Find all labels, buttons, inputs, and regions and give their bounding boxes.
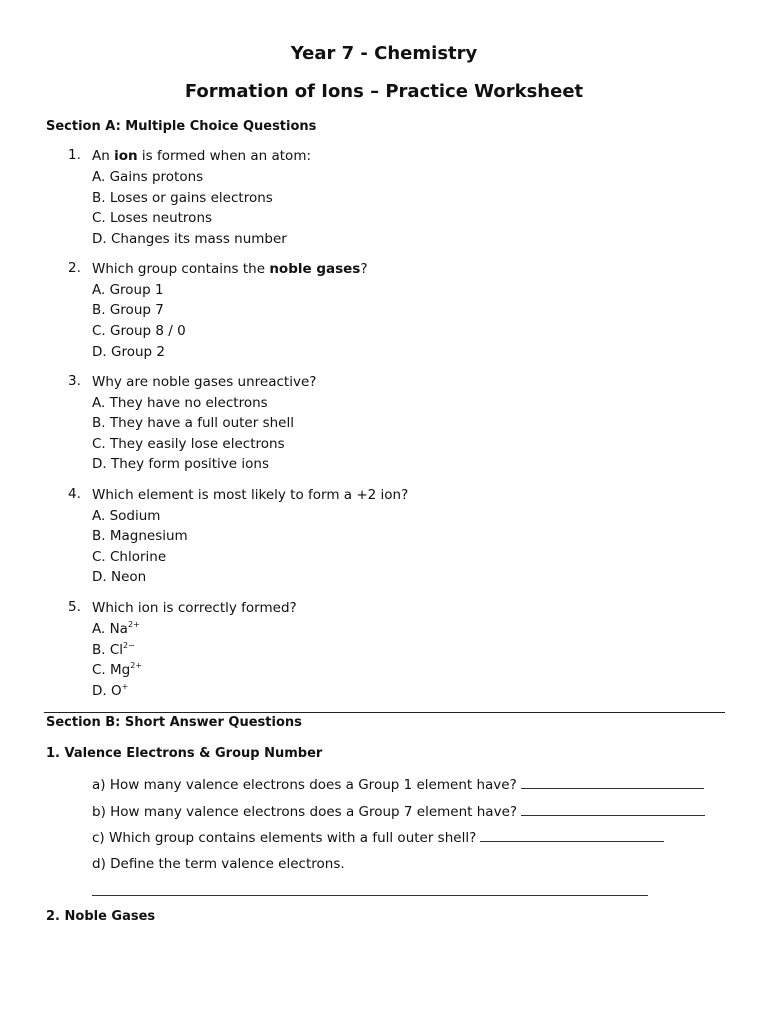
section-divider — [44, 712, 725, 713]
question-4-stem: Which element is most likely to form a +2 ion? — [92, 487, 409, 503]
question-1-option-b: B. Loses or gains electrons — [92, 190, 273, 206]
answer-blank-d[interactable] — [92, 883, 648, 896]
page-subtitle: Formation of Ions – Practice Worksheet — [184, 81, 584, 102]
question-5-number: 5. — [68, 599, 81, 615]
question-5-option-a — [92, 619, 140, 639]
short-answer-q1-c — [92, 829, 664, 846]
question-3-number: 3. — [68, 373, 81, 389]
question-1-stem-pre: An — [92, 148, 115, 164]
short-answer-q1-d: d) Define the term valence electrons. — [92, 856, 345, 872]
question-1-stem-post: is formed when an atom: — [137, 148, 312, 164]
question-2-stem-keyword: noble gases — [269, 261, 361, 277]
question-2-option-c: C. Group 8 / 0 — [92, 323, 186, 339]
option-d-charge: + — [121, 682, 129, 691]
question-3-option-a: A. They have no electrons — [92, 395, 268, 411]
question-4-option-b: B. Magnesium — [92, 528, 188, 544]
answer-blank-a[interactable] — [521, 776, 704, 789]
question-2-option-b: B. Group 7 — [92, 302, 164, 318]
question-4-option-c: C. Chlorine — [92, 549, 167, 565]
question-1-option-c: C. Loses neutrons — [92, 210, 213, 226]
option-a-symbol: A. Na — [92, 621, 128, 637]
option-c-symbol: C. Mg — [92, 662, 131, 678]
short-answer-q1-a-text: a) How many valence electrons does a Group 1 element have? — [92, 777, 517, 793]
question-5-option-c — [92, 660, 142, 680]
option-b-charge: 2− — [123, 641, 135, 650]
question-5-option-d — [92, 681, 128, 701]
option-d-symbol: D. O — [92, 683, 122, 699]
question-3-option-d: D. They form positive ions — [92, 456, 269, 472]
question-2-stem — [92, 259, 368, 279]
answer-blank-c[interactable] — [480, 829, 664, 842]
question-3-stem: Why are noble gases unreactive? — [92, 374, 317, 390]
question-2-stem-post: ? — [360, 261, 368, 277]
question-4-number: 4. — [68, 486, 81, 502]
question-1-stem — [92, 146, 311, 166]
question-4-option-d: D. Neon — [92, 569, 147, 585]
answer-blank-b[interactable] — [521, 803, 705, 816]
option-c-charge: 2+ — [130, 661, 143, 670]
short-answer-q1-b — [92, 803, 705, 820]
question-1-option-d: D. Changes its mass number — [92, 231, 287, 247]
short-answer-q1-a — [92, 776, 704, 793]
question-1-stem-keyword: ion — [114, 148, 138, 164]
question-3-option-c: C. They easily lose electrons — [92, 436, 285, 452]
short-answer-q1-heading: 1. Valence Electrons & Group Number — [46, 746, 323, 761]
question-1-number: 1. — [68, 147, 81, 163]
question-2-option-d: D. Group 2 — [92, 344, 165, 360]
section-a-heading: Section A: Multiple Choice Questions — [46, 119, 317, 134]
short-answer-q1-b-text: b) How many valence electrons does a Group 7 element have? — [92, 804, 518, 820]
question-1-option-a: A. Gains protons — [92, 169, 204, 185]
option-b-symbol: B. Cl — [92, 642, 124, 658]
question-3-option-b: B. They have a full outer shell — [92, 415, 294, 431]
question-5-stem: Which ion is correctly formed? — [92, 600, 297, 616]
question-2-stem-pre: Which group contains the — [92, 261, 270, 277]
question-2-number: 2. — [68, 260, 81, 276]
option-a-charge: 2+ — [127, 620, 140, 629]
question-5-option-b — [92, 640, 135, 660]
question-4-option-a: A. Sodium — [92, 508, 161, 524]
page-title: Year 7 - Chemistry — [290, 43, 478, 64]
section-b-heading: Section B: Short Answer Questions — [46, 715, 302, 730]
short-answer-q1-c-text: c) Which group contains elements with a full outer shell? — [92, 830, 477, 846]
question-2-option-a: A. Group 1 — [92, 282, 164, 298]
short-answer-q2-heading: 2. Noble Gases — [46, 909, 156, 924]
